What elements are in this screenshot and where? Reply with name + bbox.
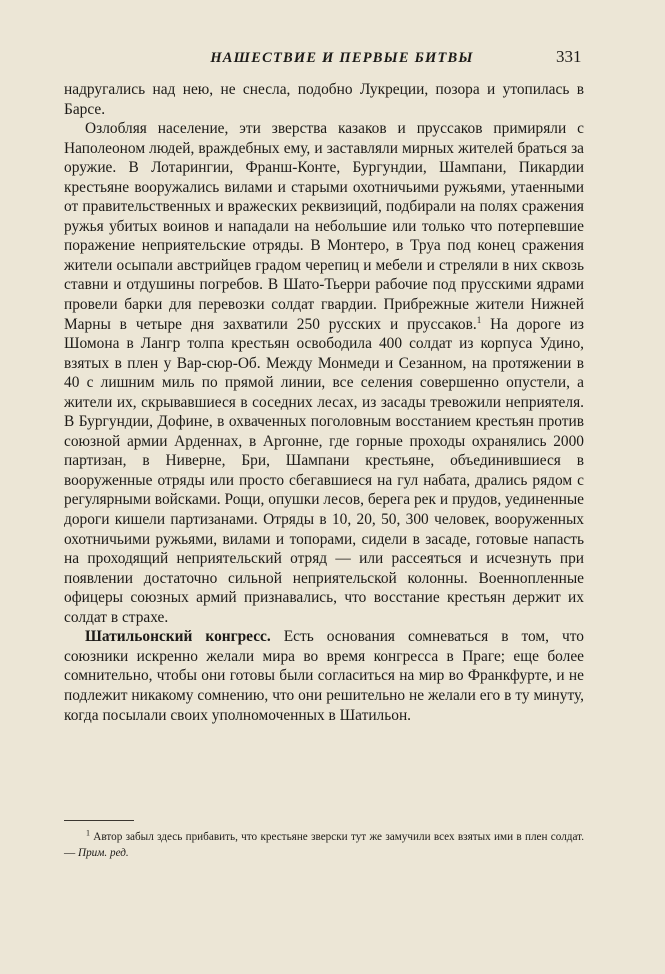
paragraph-text-part2: На дороге из Шомона в Лангр толпа крестьян освободила 400 солдат из корпуса Удино, взятых в плен у Вар-сюр-Об. Между Монмеди и Сезанном, на протяжении в 40 с лишним миль по прямой линии, все селения совершенно опустели, а жители их, скрывавшиеся в соседних лесах, из засады тревожили неприятеля. В Бургундии, Дофине, в охваченных поголовным восстанием крестьян против союзной армии Арденнах, в Аргонне, где горные проходы охранялись 2000 партизан, в Ниверне, Бри, Шампани крестьяне, объединившиеся в вооруженные отряды или просто сбегавшиеся на гул набата, дрались рядом с регулярными войсками. Рощи, опушки лесов, берега рек и прудов, уединенные дороги кишели партизанами. Отряды в 10, 20, 50, 300 человек, вооруженных охотничьими ружьями, вилами и топорами, сидели в засаде, готовые напасть на проходящий неприятельский отряд — или рассеяться и исчезнуть при появлении достаточно сильной неприятельской колонны. Военнопленные офицеры союзных армий признавались, что восстание крестьян держит их солдат в страхе. [64, 315, 584, 626]
page-number: 331 [556, 47, 582, 66]
section-lead-heading: Шатильонский конгресс. [85, 628, 271, 646]
footnote-reference[interactable]: 1 [476, 314, 482, 325]
footnote-mark: 1 [86, 828, 90, 838]
paragraph-chatillon-congress [64, 627, 584, 725]
footnote-text: Автор забыл здесь прибавить, что крестьяне зверски тут же замучили всех взятых ими в плен солдат. — [64, 831, 584, 859]
editor-note: Прим. ред. [77, 847, 129, 859]
paragraph-peasant-resistance [64, 119, 584, 627]
footnote-paragraph [64, 829, 584, 861]
running-title: НАШЕСТВИЕ И ПЕРВЫЕ БИТВЫ [210, 50, 474, 66]
footnote-divider [64, 820, 134, 821]
footnote [64, 829, 584, 861]
paragraph-continuation: надругались над нею, не снесла, подобно Лукреции, позора и утопилась в Барсе. [64, 81, 584, 118]
paragraph-text-part1: Озлобляя население, эти зверства казаков и пруссаков примиряли с Наполеоном людей, враждебных ему, и заставляли мирных жителей браться за оружие. В Лотарингии, Франш-Конте, Бургундии, Шампани, Пикардии крестьяне вооружались вилами и старыми охотничьими ружьями, утаенными от правительственных и вражеских реквизиций, подбирали на полях сражения ружья убитых воинов и нападали на небольшие или только что потерпевшие поражение неприятельские отряды. В Монтеро, в Труа под конец сражения жители осыпали австрийцев градом черепиц и мебели и стреляли в них сквозь ставни и отдушины погребов. В Шато-Тьерри рабочие под прусскими ядрами провели барки для перевозки солдат гвардии. Прибрежные жители Нижней Марны в четыре дня захватили 250 русских и пруссаков. [64, 120, 584, 333]
paragraph-text: Есть основания сомневаться в том, что союзники искренно желали мира во время конгресса в Праге; еще более сомнительно, чтобы они готовы были согласиться на мир во Франкфурте, и не подлежит никакому сомнению, что они решительно не желали его в ту минуту, когда посылали своих уполномоченных в Шатильон. [64, 628, 584, 724]
main-text [64, 80, 584, 725]
